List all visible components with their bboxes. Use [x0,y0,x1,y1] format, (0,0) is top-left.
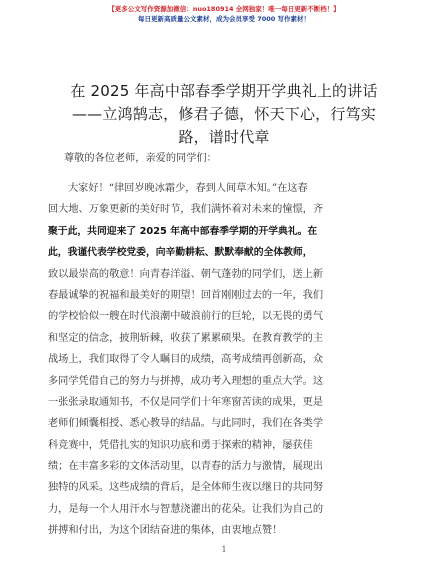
document-title [36,80,412,149]
paragraph-line: 一张张录取通知书，不仅是同学们十年寒窗苦读的成果，更是 [48,396,324,408]
paragraph-line: 老师们倾囊相授、悉心教导的结晶。与此同时，我们在各类学 [48,418,324,430]
paragraph-line: 科竞赛中，凭借扎实的知识功底和勇于探索的精神，屡获佳 [48,439,313,451]
paragraph-line: 战场上，我们取得了令人瞩目的成绩，高考成绩再创新高，众 [48,354,324,366]
paragraph-line: 拼搏和付出，为这个团结奋进的集体，由衷地点赞！ [48,525,283,537]
title-line-3: 路，谱时代章 [178,128,270,146]
paragraph-line: 绩；在丰富多彩的文体活动里，以青春的活力与激情，展现出 [48,461,324,473]
promo-banner [0,4,448,24]
title-line-2: ——立鸿鹄志，修君子德，怀天下心，行笃实 [71,105,376,123]
promo-line-2: 每日更新高质量公文素材，成为会员享受 7000 写作素材！ [137,15,311,23]
paragraph-line: 和坚定的信念，披荆斩棘，收获了累累硕果。在教育教学的主 [48,332,324,344]
promo-line-1: 【更多公文写作资源加微信：nuo180914 全网独家！唯一每日更新不断档！】 [108,5,340,13]
paragraph-line: 大家好！“律回岁晚冰霜少，春到人间草木知。”在这春 [68,183,308,194]
title-line-1: 在 2025 年高中部春季学期开学典礼上的讲话 [70,82,378,100]
speech-body [48,178,412,542]
paragraph-line: 回大地、万象更新的美好时节，我们满怀着对未来的憧憬，齐 [48,204,324,216]
paragraph-line: 多同学凭借自己的努力与拼搏，成功考入理想的重点大学。这 [48,375,324,387]
paragraph-line-bold: 此，我谨代表学校党委，向辛勤耕耘、默默奉献的全体教师， [48,247,313,259]
paragraph-line: 力，是每一个人用汗水与智慧浇灌出的花朵。让我们为自己的 [48,503,324,515]
paragraph-line-bold: 聚于此，共同迎来了 2025 年高中部春季学期的开学典礼。在 [48,225,318,237]
paragraph-line: 独特的风采。这些成绩的背后，是全体师生夜以继日的共同努 [48,482,324,494]
salutation: 尊敬的各位老师，亲爱的同学们： [64,153,217,164]
paragraph-line: 的学校恰似一艘在时代浪潮中破浪前行的巨轮，以无畏的勇气 [48,311,324,323]
paragraph-line: 致以最崇高的敬意！向青春洋溢、朝气蓬勃的同学们，送上新 [48,268,324,280]
page-number: 1 [221,545,227,554]
paragraph-line: 春最诚挚的祝福和最美好的期望！回首刚刚过去的一年，我们 [48,289,324,301]
